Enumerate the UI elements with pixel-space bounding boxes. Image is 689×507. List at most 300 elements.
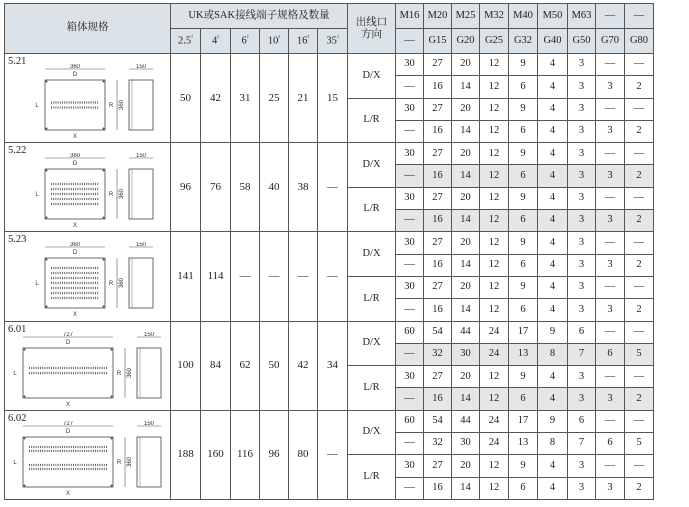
- gland-count: —: [596, 98, 625, 120]
- terminal-count: 21: [289, 54, 318, 143]
- gland-count: 12: [480, 210, 509, 232]
- gland-count: 16: [424, 210, 452, 232]
- gland-count: 27: [424, 98, 452, 120]
- gland-count: —: [396, 120, 424, 142]
- gland-count: 12: [480, 232, 509, 254]
- gland-count: —: [625, 232, 654, 254]
- gland-count: 32: [424, 433, 452, 455]
- gland-count: —: [596, 232, 625, 254]
- gland-count: 3: [568, 254, 596, 276]
- left-outlet-label: L: [13, 459, 17, 466]
- model-code: 5.22: [8, 145, 27, 157]
- gland-count: 4: [538, 54, 568, 76]
- mounting-screw: [46, 259, 48, 261]
- gland-count: 27: [424, 276, 452, 298]
- gland-count: 12: [480, 165, 509, 187]
- gland-count: 6: [509, 165, 538, 187]
- gland-count: 6: [568, 321, 596, 343]
- enclosure-cell: [5, 321, 171, 410]
- enclosure-cell: [5, 232, 171, 321]
- gland-count: 6: [509, 120, 538, 142]
- terminal-count: 15: [318, 54, 348, 143]
- bottom-outlet-label: X: [65, 490, 71, 497]
- mounting-screw: [103, 170, 105, 172]
- width-dimension-label: 360: [69, 153, 81, 160]
- gland-count: 3: [568, 76, 596, 98]
- terminal-size-unit: ²: [246, 35, 249, 41]
- m-size-header: M25: [452, 4, 480, 29]
- table-row: [5, 321, 654, 343]
- terminal-count: 80: [289, 410, 318, 499]
- top-outlet-label: D: [72, 161, 78, 168]
- gland-count: 16: [424, 76, 452, 98]
- gland-count: 6: [596, 433, 625, 455]
- g-size-header: —: [396, 29, 424, 54]
- gland-count: 3: [568, 143, 596, 165]
- gland-count: 16: [424, 120, 452, 142]
- gland-count: 4: [538, 76, 568, 98]
- box-spec-header: 箱体规格: [5, 4, 171, 54]
- width-dimension-label: 727: [62, 331, 74, 338]
- mounting-screw: [46, 128, 48, 130]
- outlet-direction: L/R: [348, 187, 396, 232]
- gland-count: 12: [480, 98, 509, 120]
- gland-count: 3: [568, 276, 596, 298]
- gland-count: 3: [596, 165, 625, 187]
- gland-count: 3: [596, 210, 625, 232]
- enclosure-side-view: [129, 169, 153, 219]
- gland-count: 16: [424, 165, 452, 187]
- gland-count: 3: [568, 54, 596, 76]
- gland-count: —: [396, 210, 424, 232]
- gland-count: 20: [452, 143, 480, 165]
- height-dimension-label: 360: [119, 189, 125, 200]
- gland-count: 27: [424, 143, 452, 165]
- outlet-direction-header: [348, 4, 396, 54]
- mounting-screw: [103, 81, 105, 83]
- spec-table-wrapper: [4, 3, 654, 500]
- enclosure-spec-table: [4, 3, 654, 500]
- terminal-count: 38: [289, 143, 318, 232]
- mounting-screw: [103, 306, 105, 308]
- outlet-direction: D/X: [348, 232, 396, 277]
- gland-count: 4: [538, 232, 568, 254]
- gland-count: 2: [625, 299, 654, 321]
- model-code: 6.01: [8, 323, 27, 335]
- outlet-direction: D/X: [348, 54, 396, 99]
- gland-count: 4: [538, 276, 568, 298]
- gland-count: 4: [538, 98, 568, 120]
- top-outlet-label: D: [72, 250, 78, 257]
- gland-count: 20: [452, 98, 480, 120]
- gland-count: —: [625, 187, 654, 209]
- g-size-header: G70: [596, 29, 625, 54]
- terminal-count: 42: [201, 54, 231, 143]
- gland-count: 3: [568, 388, 596, 410]
- terminal-size-unit: ²: [278, 35, 281, 41]
- gland-count: 9: [509, 187, 538, 209]
- terminal-count: 96: [260, 410, 289, 499]
- gland-count: 3: [596, 388, 625, 410]
- terminal-size-value: 6: [241, 35, 247, 47]
- gland-count: —: [625, 54, 654, 76]
- gland-count: 6: [509, 388, 538, 410]
- gland-count: 9: [538, 410, 568, 432]
- gland-count: 2: [625, 120, 654, 142]
- gland-count: —: [596, 54, 625, 76]
- gland-count: 54: [424, 321, 452, 343]
- gland-count: 12: [480, 388, 509, 410]
- gland-count: 14: [452, 210, 480, 232]
- gland-count: 27: [424, 54, 452, 76]
- gland-count: 3: [568, 120, 596, 142]
- enclosure-front-panel: [23, 437, 113, 487]
- terminal-count: 84: [201, 321, 231, 410]
- mounting-screw: [46, 81, 48, 83]
- gland-count: 16: [424, 477, 452, 499]
- terminal-count: 160: [201, 410, 231, 499]
- gland-count: 9: [509, 232, 538, 254]
- terminal-size-unit: ²: [336, 35, 339, 41]
- gland-count: 9: [509, 98, 538, 120]
- mounting-screw: [103, 217, 105, 219]
- m-size-header: —: [625, 4, 654, 29]
- gland-count: 3: [596, 477, 625, 499]
- table-row: [5, 143, 654, 165]
- terminal-count: 50: [171, 54, 201, 143]
- gland-count: 7: [568, 343, 596, 365]
- gland-count: —: [396, 76, 424, 98]
- gland-count: 3: [596, 120, 625, 142]
- terminal-count: —: [231, 232, 260, 321]
- table-row: [5, 54, 654, 76]
- gland-count: 30: [396, 187, 424, 209]
- gland-count: 2: [625, 210, 654, 232]
- gland-count: 6: [509, 76, 538, 98]
- gland-count: 30: [396, 98, 424, 120]
- enclosure-front-panel: [45, 80, 105, 130]
- gland-count: 6: [568, 410, 596, 432]
- model-code: 6.02: [8, 412, 27, 424]
- bottom-outlet-label: X: [72, 223, 78, 230]
- terminal-count: 42: [289, 321, 318, 410]
- gland-count: 3: [568, 232, 596, 254]
- gland-count: —: [625, 143, 654, 165]
- gland-count: —: [596, 366, 625, 388]
- gland-count: 20: [452, 276, 480, 298]
- gland-count: 9: [509, 455, 538, 477]
- terminal-size-value: 10: [267, 35, 279, 47]
- terminal-size-header: [171, 29, 201, 54]
- g-size-header: G32: [509, 29, 538, 54]
- gland-count: 3: [568, 210, 596, 232]
- gland-count: 2: [625, 477, 654, 499]
- m-size-header: M16: [396, 4, 424, 29]
- gland-count: 12: [480, 299, 509, 321]
- depth-dimension-label: 150: [135, 242, 147, 249]
- terminal-count: —: [289, 232, 318, 321]
- gland-count: —: [625, 98, 654, 120]
- terminal-count: 141: [171, 232, 201, 321]
- model-code: 5.21: [8, 56, 27, 67]
- gland-count: —: [396, 299, 424, 321]
- enclosure-cell: [5, 410, 171, 499]
- terminal-size-header: [289, 29, 318, 54]
- terminal-count: 31: [231, 54, 260, 143]
- enclosure-side-view: [129, 80, 153, 130]
- gland-count: 12: [480, 477, 509, 499]
- gland-count: 4: [538, 120, 568, 142]
- gland-count: 14: [452, 165, 480, 187]
- gland-count: 6: [509, 477, 538, 499]
- mounting-screw: [103, 259, 105, 261]
- terminal-count: 40: [260, 143, 289, 232]
- gland-count: —: [625, 366, 654, 388]
- outlet-direction-label: 出线口方向: [355, 16, 388, 40]
- gland-count: 20: [452, 232, 480, 254]
- gland-count: 16: [424, 299, 452, 321]
- gland-count: 30: [396, 455, 424, 477]
- gland-count: 4: [538, 165, 568, 187]
- gland-count: 6: [509, 254, 538, 276]
- gland-count: 30: [396, 54, 424, 76]
- g-size-header: G40: [538, 29, 568, 54]
- gland-count: —: [625, 276, 654, 298]
- table-row: [5, 410, 654, 432]
- gland-count: 30: [396, 143, 424, 165]
- gland-count: —: [396, 433, 424, 455]
- gland-count: —: [596, 143, 625, 165]
- gland-count: 12: [480, 254, 509, 276]
- spec-table-body: [5, 54, 654, 500]
- height-dimension-label: 360: [119, 99, 125, 111]
- terminal-size-unit: ²: [191, 35, 193, 41]
- gland-count: 3: [568, 165, 596, 187]
- table-row: [5, 232, 654, 254]
- m-size-header: M50: [538, 4, 568, 29]
- gland-count: 12: [480, 187, 509, 209]
- gland-count: 3: [568, 455, 596, 477]
- enclosure-side-view: [129, 258, 153, 308]
- gland-count: 3: [596, 254, 625, 276]
- terminal-size-header: [201, 29, 231, 54]
- m-size-header: M20: [424, 4, 452, 29]
- gland-count: 9: [509, 366, 538, 388]
- gland-count: 3: [568, 299, 596, 321]
- gland-count: 3: [568, 477, 596, 499]
- bottom-outlet-label: X: [65, 401, 71, 408]
- right-outlet-label: R: [108, 192, 114, 199]
- outlet-direction: L/R: [348, 455, 396, 500]
- right-outlet-label: R: [108, 103, 114, 109]
- enclosure-drawing: [7, 242, 169, 322]
- terminal-size-value: 2.5: [178, 35, 192, 47]
- gland-count: 3: [568, 187, 596, 209]
- terminal-size-unit: ²: [217, 35, 220, 41]
- gland-count: 27: [424, 455, 452, 477]
- gland-count: 20: [452, 54, 480, 76]
- gland-count: 6: [509, 299, 538, 321]
- gland-count: 4: [538, 477, 568, 499]
- outlet-direction: L/R: [348, 366, 396, 411]
- terminal-count: 50: [260, 321, 289, 410]
- terminals-header: UK或SAK接线端子规格及数量: [171, 4, 348, 29]
- terminal-size-value: 4: [211, 35, 218, 47]
- gland-count: 12: [480, 276, 509, 298]
- m-size-header: M40: [509, 4, 538, 29]
- width-dimension-label: 360: [69, 242, 81, 249]
- mounting-screw: [111, 395, 113, 397]
- terminal-count: 188: [171, 410, 201, 499]
- gland-count: 27: [424, 232, 452, 254]
- g-size-header: G25: [480, 29, 509, 54]
- terminal-count: 76: [201, 143, 231, 232]
- g-size-header: G80: [625, 29, 654, 54]
- gland-count: 30: [452, 433, 480, 455]
- gland-count: 9: [509, 54, 538, 76]
- gland-count: —: [625, 410, 654, 432]
- gland-count: 32: [424, 343, 452, 365]
- gland-count: 24: [480, 343, 509, 365]
- mounting-screw: [24, 348, 26, 350]
- gland-count: 12: [480, 120, 509, 142]
- terminal-size-header: [231, 29, 260, 54]
- top-outlet-label: D: [65, 428, 71, 435]
- g-size-header: G15: [424, 29, 452, 54]
- gland-count: 14: [452, 254, 480, 276]
- m-size-header: M63: [568, 4, 596, 29]
- gland-count: 3: [596, 76, 625, 98]
- gland-count: 4: [538, 455, 568, 477]
- gland-count: 4: [538, 299, 568, 321]
- g-size-header: G50: [568, 29, 596, 54]
- outlet-direction: D/X: [348, 143, 396, 188]
- gland-count: 30: [452, 343, 480, 365]
- gland-count: —: [596, 455, 625, 477]
- gland-count: 5: [625, 343, 654, 365]
- gland-count: 54: [424, 410, 452, 432]
- depth-dimension-label: 150: [135, 64, 147, 70]
- left-outlet-label: L: [13, 370, 17, 377]
- enclosure-side-view: [137, 437, 161, 487]
- top-outlet-label: D: [72, 72, 78, 78]
- gland-count: 14: [452, 76, 480, 98]
- gland-count: 16: [424, 388, 452, 410]
- gland-count: 30: [396, 276, 424, 298]
- terminal-count: 25: [260, 54, 289, 143]
- gland-count: 8: [538, 433, 568, 455]
- gland-count: —: [625, 455, 654, 477]
- gland-count: 2: [625, 254, 654, 276]
- terminal-size-header: [260, 29, 289, 54]
- gland-count: 20: [452, 366, 480, 388]
- mounting-screw: [24, 395, 26, 397]
- gland-count: 4: [538, 254, 568, 276]
- outlet-direction: D/X: [348, 321, 396, 366]
- gland-count: 4: [538, 187, 568, 209]
- enclosure-drawing: [7, 153, 169, 233]
- mounting-screw: [111, 437, 113, 439]
- outlet-direction: L/R: [348, 98, 396, 143]
- enclosure-drawing: [7, 64, 169, 144]
- gland-count: 9: [509, 143, 538, 165]
- enclosure-drawing: [7, 332, 169, 412]
- left-outlet-label: L: [35, 281, 39, 288]
- g-size-header: G20: [452, 29, 480, 54]
- gland-count: 9: [538, 321, 568, 343]
- gland-count: 6: [596, 343, 625, 365]
- enclosure-side-view: [137, 348, 161, 398]
- terminal-count: 96: [171, 143, 201, 232]
- gland-count: 12: [480, 143, 509, 165]
- gland-count: 2: [625, 388, 654, 410]
- gland-count: —: [596, 321, 625, 343]
- gland-count: 3: [568, 366, 596, 388]
- gland-count: 4: [538, 143, 568, 165]
- bottom-outlet-label: X: [72, 134, 78, 140]
- terminal-count: —: [318, 232, 348, 321]
- gland-count: 14: [452, 299, 480, 321]
- gland-count: 20: [452, 455, 480, 477]
- terminal-size-header: [318, 29, 348, 54]
- mounting-screw: [46, 306, 48, 308]
- m-size-header: —: [596, 4, 625, 29]
- gland-count: 60: [396, 321, 424, 343]
- model-code: 5.23: [8, 234, 27, 246]
- depth-dimension-label: 150: [143, 420, 155, 427]
- gland-count: 27: [424, 366, 452, 388]
- gland-count: 8: [538, 343, 568, 365]
- gland-count: —: [396, 165, 424, 187]
- terminal-size-unit: ²: [307, 35, 310, 41]
- gland-count: 30: [396, 366, 424, 388]
- gland-count: 30: [396, 232, 424, 254]
- gland-count: 17: [509, 410, 538, 432]
- mounting-screw: [111, 484, 113, 486]
- height-dimension-label: 360: [127, 456, 133, 467]
- gland-count: 12: [480, 54, 509, 76]
- terminal-count: 62: [231, 321, 260, 410]
- gland-count: 44: [452, 410, 480, 432]
- gland-count: 7: [568, 433, 596, 455]
- gland-count: —: [396, 388, 424, 410]
- terminal-size-value: 16: [296, 35, 308, 47]
- gland-count: 16: [424, 254, 452, 276]
- terminal-count: 114: [201, 232, 231, 321]
- mounting-screw: [111, 348, 113, 350]
- gland-count: —: [396, 343, 424, 365]
- gland-count: 13: [509, 433, 538, 455]
- gland-count: 12: [480, 366, 509, 388]
- terminal-count: —: [318, 143, 348, 232]
- width-dimension-label: 360: [69, 64, 81, 70]
- gland-count: —: [596, 276, 625, 298]
- gland-count: 20: [452, 187, 480, 209]
- gland-count: —: [396, 477, 424, 499]
- gland-count: 4: [538, 366, 568, 388]
- gland-count: 2: [625, 76, 654, 98]
- gland-count: 4: [538, 388, 568, 410]
- enclosure-drawing: [7, 421, 169, 501]
- enclosure-cell: [5, 143, 171, 232]
- terminal-count: 34: [318, 321, 348, 410]
- left-outlet-label: L: [35, 103, 39, 109]
- enclosure-cell: [5, 54, 171, 143]
- mounting-screw: [24, 437, 26, 439]
- bottom-outlet-label: X: [72, 312, 78, 319]
- gland-count: 2: [625, 165, 654, 187]
- gland-count: 14: [452, 388, 480, 410]
